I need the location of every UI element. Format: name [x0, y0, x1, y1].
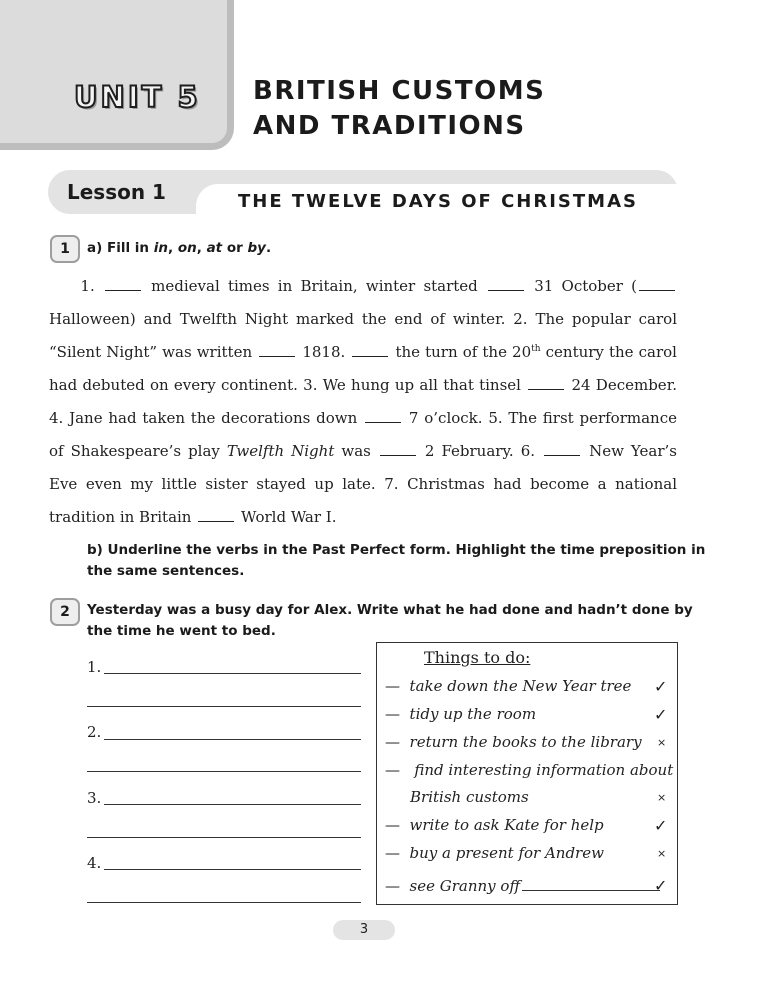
- answer-number-4: 4.: [87, 854, 102, 872]
- todo-write-line[interactable]: [522, 878, 660, 891]
- page-number: 3: [333, 920, 395, 940]
- exercise-2-instruction: Yesterday was a busy day for Alex. Write what he had done and hadn’t done by the time he went to bed.: [87, 602, 693, 639]
- gap-blank[interactable]: [380, 443, 416, 456]
- cross-icon: ×: [657, 847, 667, 860]
- gap-blank[interactable]: [352, 344, 388, 357]
- exercise-1b-instruction: b) Underline the verbs in the Past Perfect form. Highlight the time preposition in the same sentences.: [87, 542, 706, 579]
- things-to-do-heading: Things to do:: [424, 648, 531, 667]
- answer-line-1-continued[interactable]: [87, 706, 361, 707]
- todo-item: — return the books to the library: [385, 733, 642, 751]
- check-icon: ✓: [654, 876, 668, 895]
- cross-icon: ×: [657, 791, 667, 804]
- unit-title: [253, 74, 673, 144]
- check-icon: ✓: [654, 816, 668, 835]
- lesson-title: THE TWELVE DAYS OF CHRISTMAS: [238, 191, 638, 212]
- answer-line-2-continued[interactable]: [87, 771, 361, 772]
- todo-item: — write to ask Kate for help: [385, 816, 604, 834]
- answer-number-2: 2.: [87, 723, 102, 741]
- answer-line-2[interactable]: [104, 739, 361, 740]
- gap-blank[interactable]: [639, 278, 675, 291]
- answer-line-4[interactable]: [104, 869, 361, 870]
- answer-line-3[interactable]: [104, 804, 361, 805]
- todo-item-continued: British customs: [410, 788, 529, 806]
- answer-line-3-continued[interactable]: [87, 837, 361, 838]
- todo-item: — take down the New Year tree: [385, 677, 632, 695]
- answer-line-1[interactable]: [104, 673, 361, 674]
- answer-number-1: 1.: [87, 658, 102, 676]
- gap-blank[interactable]: [198, 509, 234, 522]
- exercise-1-text: 1. medieval times in Britain, winter started 31 October ( Halloween) and Twelfth Night marked the end of winter. 2. The popular carol “Silent Night” was written 1818. the turn of the 20th century the carol had debuted on every continent. 3. We hung up all that tinsel 24 December. 4. Jane had taken the decorations down 7 o’clock. 5. The first performance of Shakespeare’s play Twelfth Night was 2 February. 6. New Year’s Eve even my little sister stayed up late. 7. Christmas had become a national tradition in Britain World War I.: [49, 277, 677, 526]
- exercise-1a-instruction: a) Fill in in, on, at or by.: [87, 240, 272, 256]
- unit-title-line-1: BRITISH CUSTOMS: [253, 76, 546, 106]
- gap-blank[interactable]: [365, 410, 401, 423]
- gap-blank[interactable]: [488, 278, 524, 291]
- unit-title-line-2: AND TRADITIONS: [253, 111, 526, 141]
- todo-item: — tidy up the room: [385, 705, 537, 723]
- exercise-1-number: 1: [50, 235, 80, 263]
- todo-item: — find interesting information about: [385, 761, 674, 779]
- exercise-2-number: 2: [50, 598, 80, 626]
- todo-item: — see Granny off: [385, 877, 660, 895]
- unit-label: UNIT 5: [74, 80, 201, 114]
- check-icon: ✓: [654, 705, 668, 724]
- lesson-label: Lesson 1: [67, 180, 166, 204]
- answer-number-3: 3.: [87, 789, 102, 807]
- check-icon: ✓: [654, 677, 668, 696]
- cross-icon: ×: [657, 736, 667, 749]
- answer-line-4-continued[interactable]: [87, 902, 361, 903]
- unit-box: [0, 0, 234, 150]
- todo-item: — buy a present for Andrew: [385, 844, 604, 862]
- gap-blank[interactable]: [544, 443, 580, 456]
- gap-blank[interactable]: [528, 377, 564, 390]
- gap-blank[interactable]: [259, 344, 295, 357]
- gap-blank[interactable]: [105, 278, 141, 291]
